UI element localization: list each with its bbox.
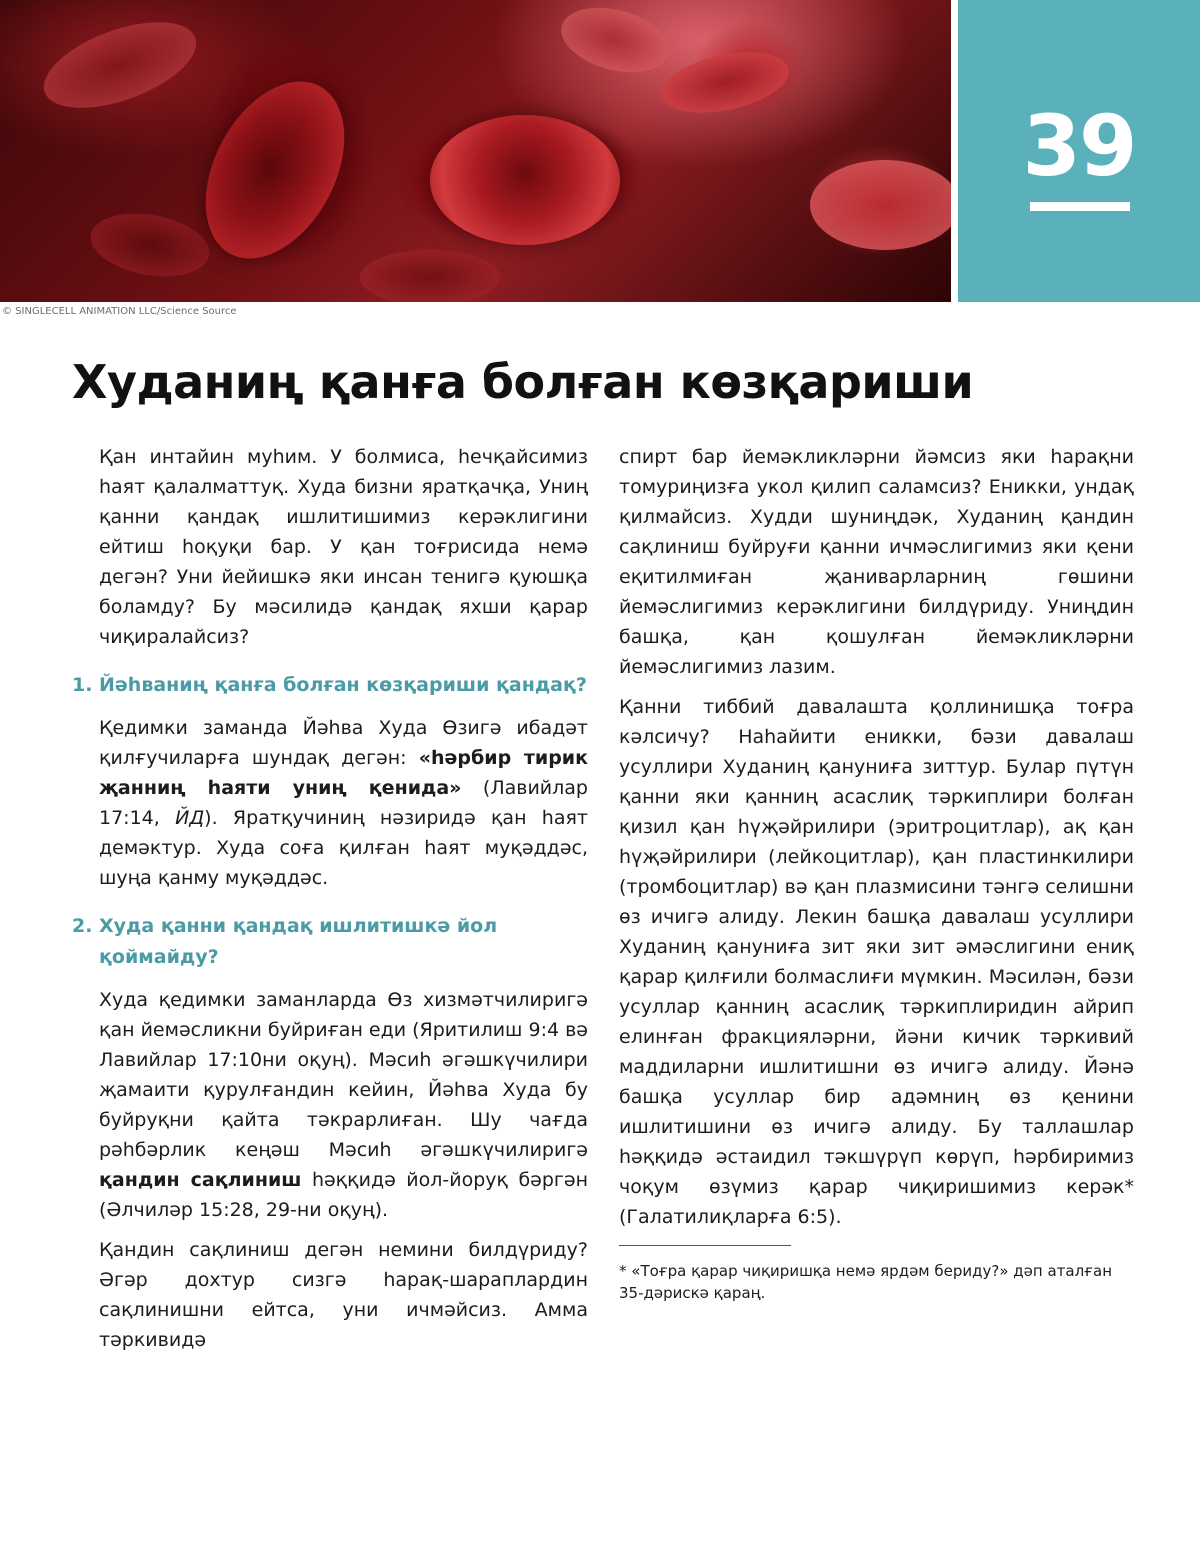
right-column [619, 442, 1134, 1304]
page-title: Худаниң қанға болған көзқариши [72, 355, 974, 409]
blood-cell [656, 42, 795, 123]
section-heading-2 [72, 911, 588, 973]
right-paragraph-1: спирт бар йемәкликләрни йәмсиз яки һарақни томуриңизға укол қилип саламсиз? Еникки, ундақ қилмайсиз. Худди шуниңдәк, Худаниң қандин сақлиниш буйруғи қанни ичмәслигимиз яки қени еқитилмиған җаниварларниң гөшини йемәслигимиз керәклигини билдүриду. Униңдин башқа, қан қошулған йемәкликләрни йемәслигимиз лазим. [619, 446, 1134, 678]
blood-cell [430, 115, 620, 245]
text-run: һәққидә йол-йоруқ бәргән (Әлчиләр 15:28, 29-ни оқуң). [99, 1169, 589, 1221]
text-run: Қедимки заманда Йәһва Худа Өзигә ибадәт қилғучиларға шундақ дегән: [99, 717, 588, 769]
blood-cell [86, 205, 215, 285]
footnote-divider [619, 1245, 791, 1246]
section-2-paragraph-2: Қандин сақлиниш дегән немини билдүриду? Әгәр дохтур сизгә һарақ-шараплардин сақлинишни ейтса, уни ичмәйсиз. Амма тәркивидә [99, 1239, 588, 1351]
footnote: * «Тоғра қарар чиқиришқа немә ярдәм бериду?» дәп аталған 35-дәрискә қараң. [619, 1262, 1113, 1302]
text-run: ). Яратқучиниң нәзиридә қан һаят демәктур. Худа соға қилған һаят муқәддәс, шуңа қанму муқәддәс. [99, 807, 588, 889]
section-question: Худа қанни қандақ ишлитишкә йол қоймайду? [99, 915, 498, 968]
section-question: Йәһваниң қанға болған көзқариши қандақ? [99, 674, 587, 696]
bold-quote: «һәрбир тирик җанниң һаяти униң қенида» [99, 747, 588, 799]
section-2-paragraph-1 [99, 985, 588, 1225]
blood-cell [360, 250, 500, 302]
intro-paragraph: Қан интайин муһим. У болмиса, һечқайсимиз һаят қалалматтуқ. Худа бизни яратқачқа, Униң қанни қандақ ишлитишимиз керәклигини ейтиш һоқуқи бар. У қан тоғрисида немә дегән? Уни йейишкә яки инсан тенигә қуюшқа боламду? Бу мәсилидә қандақ яхши қарар чиқиралайсиз? [99, 446, 588, 648]
text-run: (Лавийлар 17:14, [99, 777, 588, 829]
left-column [72, 442, 589, 1365]
section-1-paragraph [99, 713, 588, 893]
bold-term: қандин сақлиниш [99, 1169, 302, 1191]
section-number: 1. [72, 674, 93, 696]
right-paragraph-2: Қанни тиббий давалашта қоллинишқа тоғра кәлсичу? Наһайити еникки, бәзи давалаш усуллири Худаниң қануниға зиттур. Булар пүтүн қанни яки қанниң асаслиқ тәркиплири болған қизил қан һүҗәйрилири (эритроцитлар), ақ қан һүҗәйрилири (лейкоцитлар), қан пластинкилири (тромбоцитлар) вә қан плазмисини тәнгә селишни өз ичигә алиду. Лекин башқа давалаш усуллири Худаниң қануниға зит яки зит әмәслигини ениқ қарар қилғили болмаслиғи мүмкин. Мәсилән, бәзи усуллар қанниң асаслиқ тәркиплиридин айрип елинған фракцияләрни, йәни кичик тәркивий маддиларни ишлитишни өз ичигә алиду. Йәнә башқа усуллар бир адәмниң өз қенини ишлитишини өз ичигә алиду. Бу таллашлар һәққидә әстаидил тәкшүрүп көрүп, һәрбиримиз чоқум өзүмиз қарар чиқиришимиз керәк* (Галатилиқларға 6:5). [619, 696, 1134, 1228]
section-number: 2. [72, 915, 93, 937]
blood-cell [33, 5, 207, 126]
lesson-number: 39 [1022, 97, 1136, 195]
section-heading-1 [72, 670, 588, 701]
italic-abbrev: ЙД [175, 807, 205, 829]
lesson-number-underline [1030, 202, 1130, 211]
text-run: Худа қедимки заманларда Өз хизмәтчилиригә қан йемәсликни буйриған еди (Яритилиш 9:4 вә Лавийлар 17:10ни оқуң). Мәсиһ әгәшкүчилири җамаити қурулғандин кейин, Йәһва Худа бу буйруқни қайта тәкрарлиған. Шу чағда рәһбәрлик кеңәш Мәсиһ әгәшкүчилиригә [99, 989, 588, 1161]
image-credit: © SINGLECELL ANIMATION LLC/Science Source [2, 306, 237, 317]
blood-cell [554, 0, 676, 83]
hero-image [0, 0, 951, 302]
blood-cell [810, 160, 951, 250]
